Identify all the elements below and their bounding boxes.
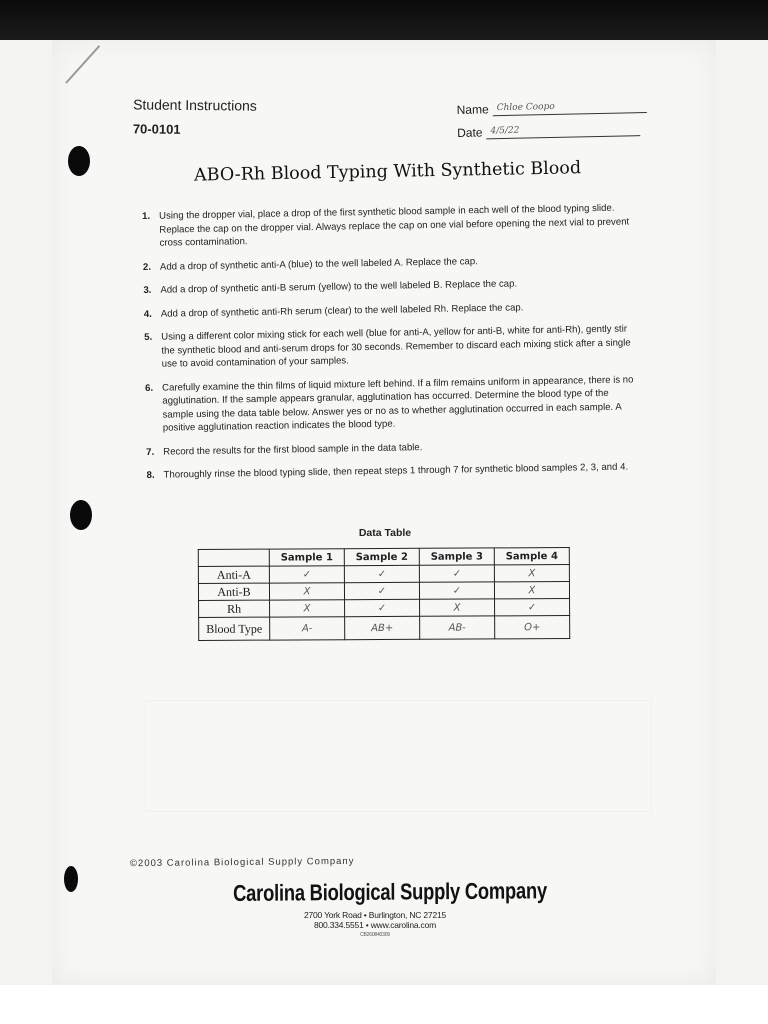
step-6: 6. Carefully examine the thin films of liquid mixture left behind. If a film remains uniform in appearance, there is no agglutination. If the sample appears granular, agglutination has occurred. Determine the blood type of the sample using the data table below. Answer yes or no as to whether agglutination occurred in each sample. A positive agglutination reaction indicates the blood type. [145, 373, 642, 436]
date-label: Date [457, 125, 483, 140]
table-cell: X [494, 565, 569, 582]
header-left [133, 96, 257, 137]
table-cell: ✓ [344, 565, 419, 582]
table-cell: X [270, 600, 345, 617]
copyright-notice: ©2003 Carolina Biological Supply Company [129, 855, 355, 870]
catalog-code: CB260840309 [360, 932, 390, 938]
column-header: Sample 1 [269, 549, 344, 566]
step-3: 3. Add a drop of synthetic anti-B serum (yellow) to the well labeled B. Replace the cap. [143, 278, 518, 296]
column-header: Sample 3 [419, 548, 494, 565]
table-row [198, 582, 569, 601]
table-row [198, 565, 569, 584]
step-1: 1. Using the dropper vial, place a drop of the first synthetic blood sample in each well of the blood typing slide. Replace the cap on the dropper vial. Always replace the cap on one vial before opening the next vial to prevent cross contamination. [142, 201, 639, 250]
table-cell: ✓ [419, 565, 494, 582]
step-text: Thoroughly rinse the blood typing slide, then repeat steps 1 through 7 for synthetic blood samples 2, 3, and 4. [163, 461, 629, 481]
table-header-row [198, 548, 569, 567]
table-cell: AB- [420, 616, 495, 639]
punch-hole-middle [70, 500, 92, 530]
page-title: ABO-Rh Blood Typing With Synthetic Blood [193, 158, 582, 186]
bleed-through-table [145, 700, 652, 812]
table-cell: X [420, 599, 495, 616]
company-address [290, 910, 460, 940]
table-cell: ✓ [269, 566, 344, 583]
contact-line: 800.334.5551 • www.carolina.com [314, 920, 436, 930]
punch-hole-bottom [64, 866, 78, 892]
table-cell: AB+ [345, 616, 420, 639]
data-table-title: Data Table [358, 527, 412, 539]
row-label: Rh [199, 600, 270, 617]
data-table [198, 547, 570, 641]
step-text: Using the dropper vial, place a drop of the first synthetic blood sample in each well of the blood typing slide. Replace the cap on the dropper vial. Always replace the cap on one vial before opening the next vial to prevent cross contamination. [159, 202, 630, 249]
step-text: Record the results for the first blood sample in the data table. [163, 441, 423, 458]
document-code: 70-0101 [132, 121, 181, 137]
table-corner-cell [198, 549, 269, 566]
student-instructions-label: Student Instructions [133, 96, 257, 114]
company-logo: Carolina Biological Supply Company [233, 877, 548, 906]
background-bottom [0, 985, 768, 1024]
instruction-steps [142, 201, 643, 492]
date-row [457, 122, 647, 140]
background-top [0, 0, 768, 40]
step-text: Add a drop of synthetic anti-A (blue) to the well labeled A. Replace the cap. [159, 255, 478, 273]
punch-hole-top [68, 146, 90, 176]
name-row [457, 99, 647, 117]
table-row [199, 616, 570, 641]
step-4: 4. Add a drop of synthetic anti-Rh serum (clear) to the well labeled Rh. Replace the cap. [143, 301, 524, 320]
table-cell: X [494, 582, 569, 599]
table-cell: ✓ [419, 582, 494, 599]
table-cell: O+ [495, 616, 570, 639]
step-8: 8. Thoroughly rinse the blood typing slide, then repeat steps 1 through 7 for synthetic blood samples 2, 3, and 4. [146, 461, 629, 481]
table-cell: ✓ [344, 582, 419, 599]
step-text: Using a different color mixing stick for each well (blue for anti-A, yellow for anti-B, white for anti-Rh), gently stir the synthetic blood and anti-serum drops for 30 seconds. Remember to discard each mixing stick after a single use to avoid contamination of your samples. [161, 323, 631, 370]
step-text: Add a drop of synthetic anti-B serum (yellow) to the well labeled B. Replace the cap. [160, 278, 518, 296]
step-7: 7. Record the results for the first blood sample in the data table. [146, 441, 423, 458]
row-label: Anti-B [198, 583, 269, 600]
date-field[interactable]: 4/5/22 [486, 123, 640, 139]
table-cell: ✓ [495, 599, 570, 616]
header-right [457, 99, 648, 149]
step-5: 5. Using a different color mixing stick for each well (blue for anti-A, yellow for anti-B, white for anti-Rh), gently stir the synthetic blood and anti-serum drops for 30 seconds. Remember to discard each mixing stick after a single use to avoid contamination of your samples. [144, 322, 641, 371]
name-field[interactable]: Chloe Coopo [493, 100, 647, 116]
row-label: Blood Type [199, 617, 270, 640]
name-label: Name [456, 102, 489, 117]
address-line: 2700 York Road • Burlington, NC 27215 [303, 910, 447, 920]
step-text: Add a drop of synthetic anti-Rh serum (clear) to the well labeled Rh. Replace the cap. [160, 301, 524, 320]
step-2: 2. Add a drop of synthetic anti-A (blue) to the well labeled A. Replace the cap. [142, 255, 478, 273]
column-header: Sample 2 [344, 548, 419, 565]
row-label: Anti-A [198, 566, 269, 583]
table-cell: A- [270, 617, 345, 640]
table-cell: ✓ [345, 599, 420, 616]
table-row [199, 599, 570, 618]
table-cell: X [269, 583, 344, 600]
step-text: Carefully examine the thin films of liquid mixture left behind. If a film remains uniform in appearance, there is no agglutination. If the sample appears granular, agglutination has occurred. Determine the blood type of the sample using the data table below. Answer yes or no as to whether agglutination occurred in each sample. A positive agglutination reaction indicates the blood type. [162, 373, 634, 434]
column-header: Sample 4 [494, 548, 569, 565]
